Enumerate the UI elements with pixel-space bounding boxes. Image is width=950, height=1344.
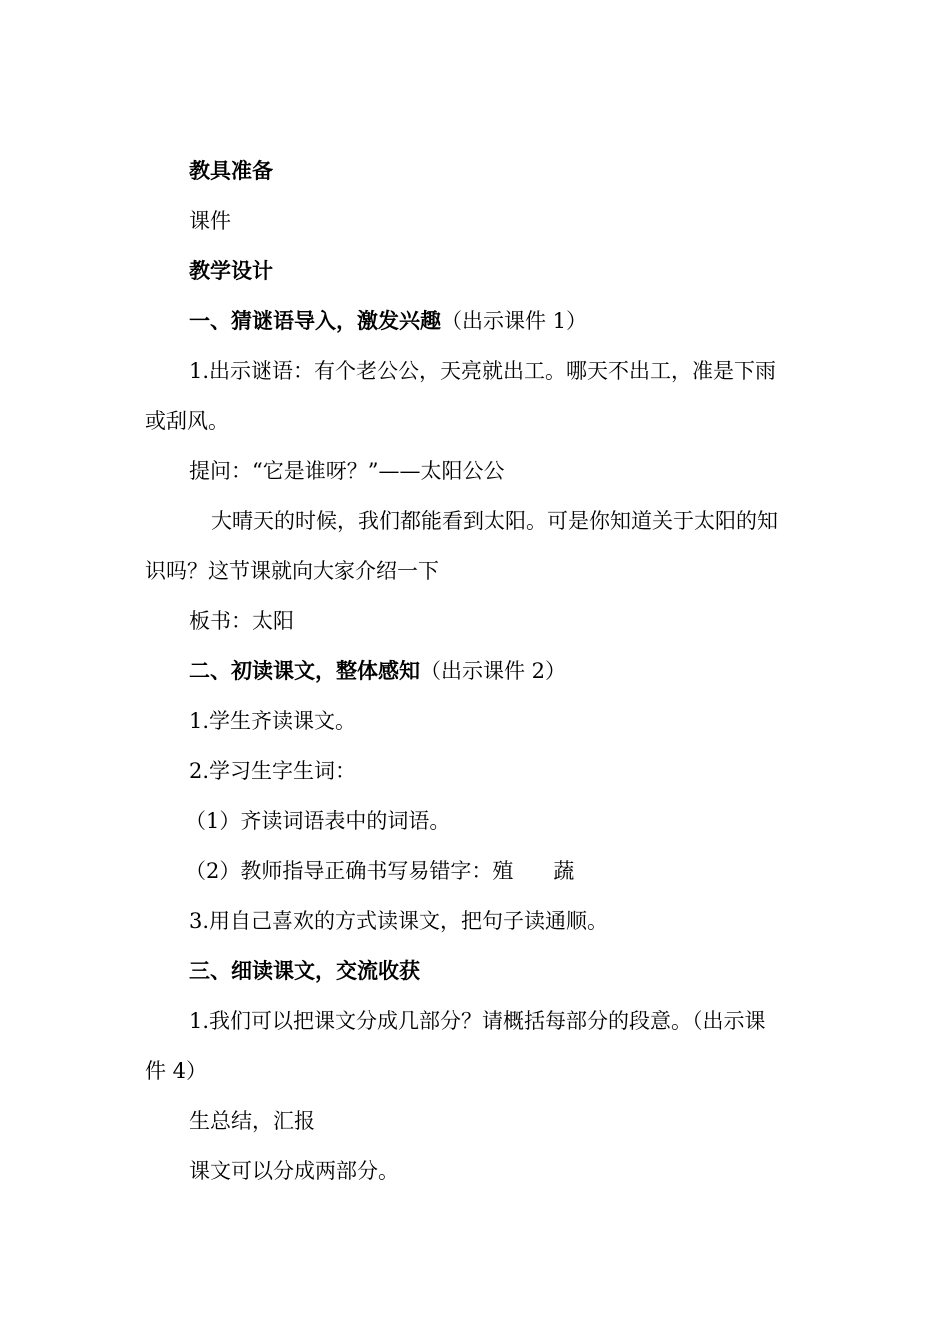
step-read-aloud: 1.学生齐读课文。 <box>189 709 357 733</box>
heading-teaching-aids: 教具准备 <box>189 158 273 183</box>
question-line: 提问：“它是谁呀？”——太阳公公 <box>189 459 505 483</box>
section-two-note: （出示课件 2） <box>420 659 567 683</box>
question-parts-line-2: 件 4） <box>145 1059 208 1083</box>
two-parts-line: 课文可以分成两部分。 <box>189 1159 399 1183</box>
section-one-note: （出示课件 1） <box>441 309 588 333</box>
question-parts-line-1: 1.我们可以把课文分成几部分？请概括每部分的段意。（出示课 <box>189 1009 766 1033</box>
section-two-title <box>145 656 859 686</box>
step-learn-words: 2.学习生字生词： <box>189 759 357 783</box>
riddle-line-2: 或刮风。 <box>145 409 229 433</box>
substep-write-chars <box>145 856 855 886</box>
board-writing: 板书：太阳 <box>189 609 294 633</box>
text-courseware: 课件 <box>189 209 231 233</box>
heading-teaching-design: 教学设计 <box>189 258 273 283</box>
section-two-bold: 二、初读课文，整体感知 <box>189 658 420 683</box>
substep-write-chars-extra: 蔬 <box>553 859 575 883</box>
substep-write-chars-text: （2）教师指导正确书写易错字：殖 <box>185 859 514 883</box>
section-one-title <box>145 306 859 336</box>
riddle-line-1: 1.出示谜语：有个老公公，天亮就出工。哪天不出工，准是下雨 <box>189 359 777 383</box>
section-three-title: 三、细读课文，交流收获 <box>189 958 420 983</box>
substep-read-words: （1）齐读词语表中的词语。 <box>185 809 451 833</box>
student-summary: 生总结，汇报 <box>189 1109 315 1133</box>
paragraph-sun-line-1: 大晴天的时候，我们都能看到太阳。可是你知道关于太阳的知 <box>211 509 778 533</box>
section-one-bold: 一、猜谜语导入，激发兴趣 <box>189 308 441 333</box>
step-read-fluently: 3.用自己喜欢的方式读课文，把句子读通顺。 <box>189 909 609 933</box>
paragraph-sun-line-2: 识吗？这节课就向大家介绍一下 <box>145 559 439 583</box>
